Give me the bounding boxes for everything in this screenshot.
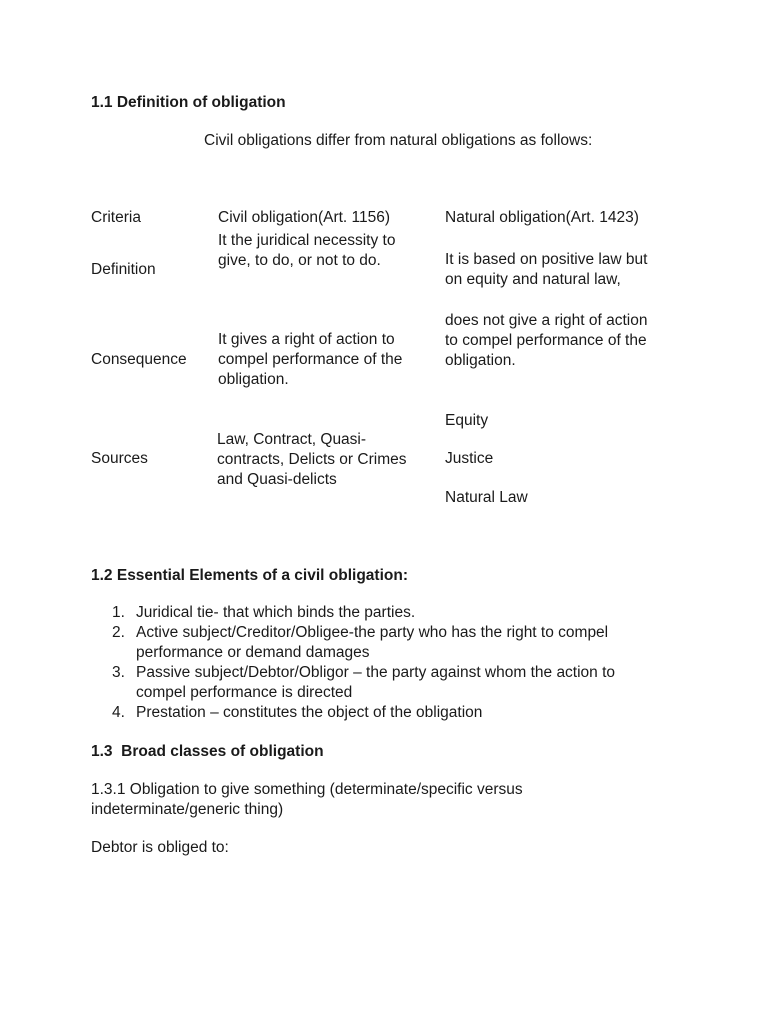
- row-label-definition: Definition: [91, 261, 156, 278]
- section-1-3-1-line: indeterminate/generic thing): [91, 801, 284, 818]
- list-text: Active subject/Creditor/Obligee-the party who has the right to compel: [136, 624, 609, 641]
- list-text: performance or demand damages: [136, 644, 370, 661]
- section-1-3-1-line: 1.3.1 Obligation to give something (determinate/specific versus: [91, 781, 523, 798]
- consequence-natural-line: to compel performance of the: [445, 332, 647, 349]
- sources-civil-line: Law, Contract, Quasi-: [217, 431, 367, 448]
- consequence-civil-line: It gives a right of action to: [218, 331, 395, 348]
- list-number: 1.: [112, 604, 125, 621]
- definition-civil-line: It the juridical necessity to: [218, 232, 396, 249]
- consequence-civil-line: obligation.: [218, 371, 289, 388]
- list-text: Juridical tie- that which binds the parties.: [136, 604, 416, 621]
- sources-natural-item: Equity: [445, 412, 489, 429]
- list-number: 3.: [112, 664, 125, 681]
- consequence-natural-line: does not give a right of action: [445, 312, 648, 329]
- definition-natural: [445, 250, 647, 290]
- definition-natural-line: It is based on positive law but: [445, 251, 648, 268]
- sources-natural-item: Justice: [445, 450, 494, 467]
- consequence-natural-line: obligation.: [445, 352, 516, 369]
- section-1-1-intro: Civil obligations differ from natural obligations as follows:: [204, 132, 593, 149]
- debtor-text: Debtor is obliged to:: [91, 839, 229, 856]
- consequence-civil-line: compel performance of the: [218, 351, 403, 368]
- section-1-3-heading: 1.3 Broad classes of obligation: [91, 743, 324, 760]
- section-1-2-heading: 1.2 Essential Elements of a civil obligation:: [91, 567, 408, 584]
- sources-natural-item: Natural Law: [445, 489, 528, 506]
- sources-civil-line: contracts, Delicts or Crimes: [217, 451, 407, 468]
- sources-civil: [217, 430, 406, 490]
- definition-natural-line: on equity and natural law,: [445, 271, 621, 288]
- list-number: 2.: [112, 624, 125, 641]
- header-criteria: Criteria: [91, 209, 141, 226]
- section-1-3-1-text: [91, 780, 523, 820]
- row-label-consequence: Consequence: [91, 351, 187, 368]
- consequence-natural: [445, 311, 648, 371]
- header-natural: Natural obligation(Art. 1423): [445, 209, 639, 226]
- list-text: Passive subject/Debtor/Obligor – the party against whom the action to: [136, 664, 616, 681]
- consequence-civil: [218, 330, 402, 390]
- list-number: 4.: [112, 704, 125, 721]
- header-civil: Civil obligation(Art. 1156): [218, 209, 391, 226]
- list-text: Prestation – constitutes the object of the obligation: [136, 704, 483, 721]
- list-text: compel performance is directed: [136, 684, 353, 701]
- row-label-sources: Sources: [91, 450, 148, 467]
- definition-civil-line: give, to do, or not to do.: [218, 252, 381, 269]
- sources-civil-line: and Quasi-delicts: [217, 471, 337, 488]
- definition-civil: [218, 231, 395, 271]
- section-1-1-heading: 1.1 Definition of obligation: [91, 94, 286, 111]
